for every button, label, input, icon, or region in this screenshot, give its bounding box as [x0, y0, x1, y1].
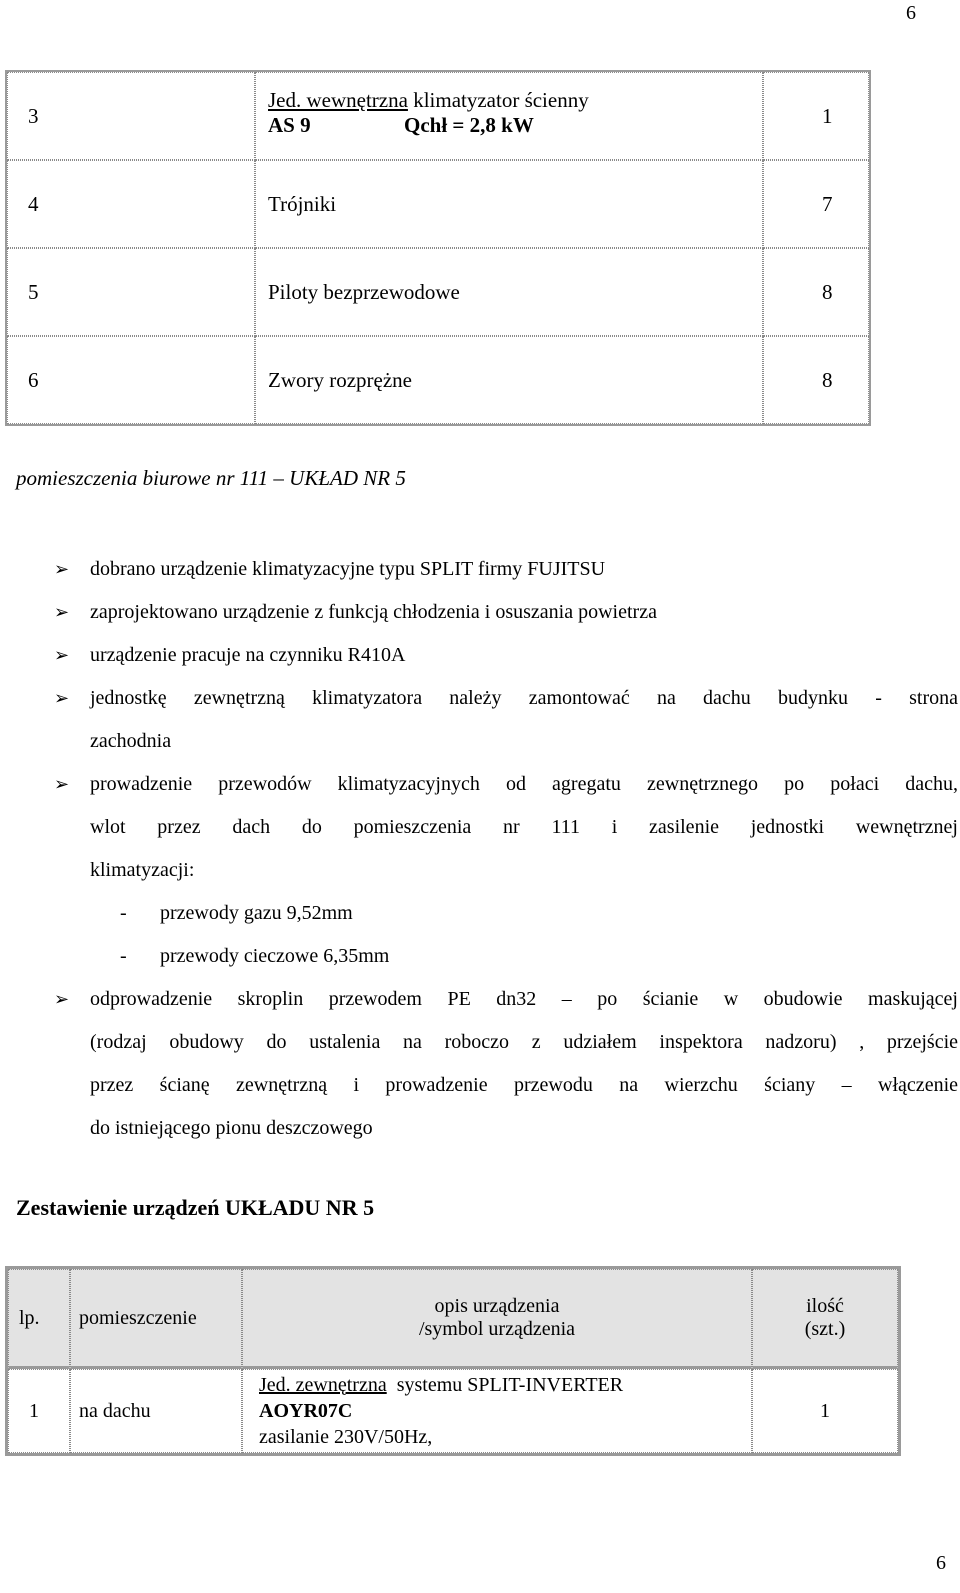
summary-heading: Zestawienie urządzeń UKŁADU NR 5: [16, 1195, 375, 1220]
qty-cell: 1: [763, 72, 869, 160]
arrow-bullet-icon: ➢: [54, 688, 70, 708]
desc-cell: Trójniki: [255, 160, 763, 248]
page-number-bottom: 6: [936, 1552, 946, 1574]
desc-cell: Jed. zewnętrzna systemu SPLIT-INVERTER AOYR07C zasilanie 230V/50Hz,: [242, 1369, 752, 1453]
lp-cell: 3: [7, 72, 255, 160]
equipment-table-continued: [5, 70, 871, 426]
room-cell: na dachu: [70, 1369, 242, 1453]
sub-list-item: - przewody cieczowe 6,35mm: [120, 945, 390, 967]
list-item: ➢ odprowadzenie skroplin przewodem PE dn32 – po ścianie w obudowie maskującej (rodzaj obudowy do ustalenia na roboczo z udziałem inspektora nadzoru) , przejście przez ścianę zewnętrzną i prowadzenie przewodu na wierzchu ściany – włączenie do istniejącego pionu deszczowego: [54, 978, 958, 1150]
table-header-row: [8, 1269, 898, 1369]
table-row: [8, 1369, 898, 1453]
bullet-list: [54, 548, 958, 1150]
lp-cell: 6: [7, 336, 255, 424]
arrow-bullet-icon: ➢: [54, 989, 70, 1009]
list-item: ➢ zaprojektowano urządzenie z funkcją chłodzenia i osuszania powietrza: [54, 591, 958, 634]
arrow-bullet-icon: ➢: [54, 774, 70, 794]
page-number-top: 6: [906, 2, 916, 24]
list-item: ➢ dobrano urządzenie klimatyzacyjne typu SPLIT firmy FUJITSU: [54, 548, 958, 591]
section-heading: pomieszczenia biurowe nr 111 – UKŁAD NR 5: [16, 466, 406, 490]
desc-cell: Jed. wewnętrzna klimatyzator ścienny AS 9 Qchł = 2,8 kW: [255, 72, 763, 160]
equipment-table: [5, 1266, 901, 1456]
desc-cell: Zwory rozprężne: [255, 336, 763, 424]
arrow-bullet-icon: ➢: [54, 645, 70, 665]
header-lp: lp.: [8, 1269, 70, 1369]
qty-cell: 7: [763, 160, 869, 248]
lp-cell: 5: [7, 248, 255, 336]
desc-cell: Piloty bezprzewodowe: [255, 248, 763, 336]
table-row: [7, 336, 869, 424]
header-room: pomieszczenie: [70, 1269, 242, 1369]
arrow-bullet-icon: ➢: [54, 559, 70, 579]
qty-cell: 8: [763, 336, 869, 424]
list-item: ➢ jednostkę zewnętrzną klimatyzatora należy zamontować na dachu budynku - strona zachodnia: [54, 677, 958, 763]
sub-list-item: - przewody gazu 9,52mm: [120, 902, 353, 924]
lp-cell: 4: [7, 160, 255, 248]
table-row: [7, 160, 869, 248]
lp-cell: 1: [8, 1369, 70, 1453]
header-quantity: ilość (szt.): [752, 1269, 898, 1369]
arrow-bullet-icon: ➢: [54, 602, 70, 622]
table-row: [7, 248, 869, 336]
list-item: ➢ prowadzenie przewodów klimatyzacyjnych od agregatu zewnętrznego po połaci dachu, wlot przez dach do pomieszczenia nr 111 i zasilenie jednostki wewnętrznej klimatyzacji:: [54, 763, 958, 892]
table-row: [7, 72, 869, 160]
qty-cell: 8: [763, 248, 869, 336]
qty-cell: 1: [752, 1369, 898, 1453]
list-item: ➢ urządzenie pracuje na czynniku R410A: [54, 634, 958, 677]
header-description: opis urządzenia /symbol urządzenia: [242, 1269, 752, 1369]
